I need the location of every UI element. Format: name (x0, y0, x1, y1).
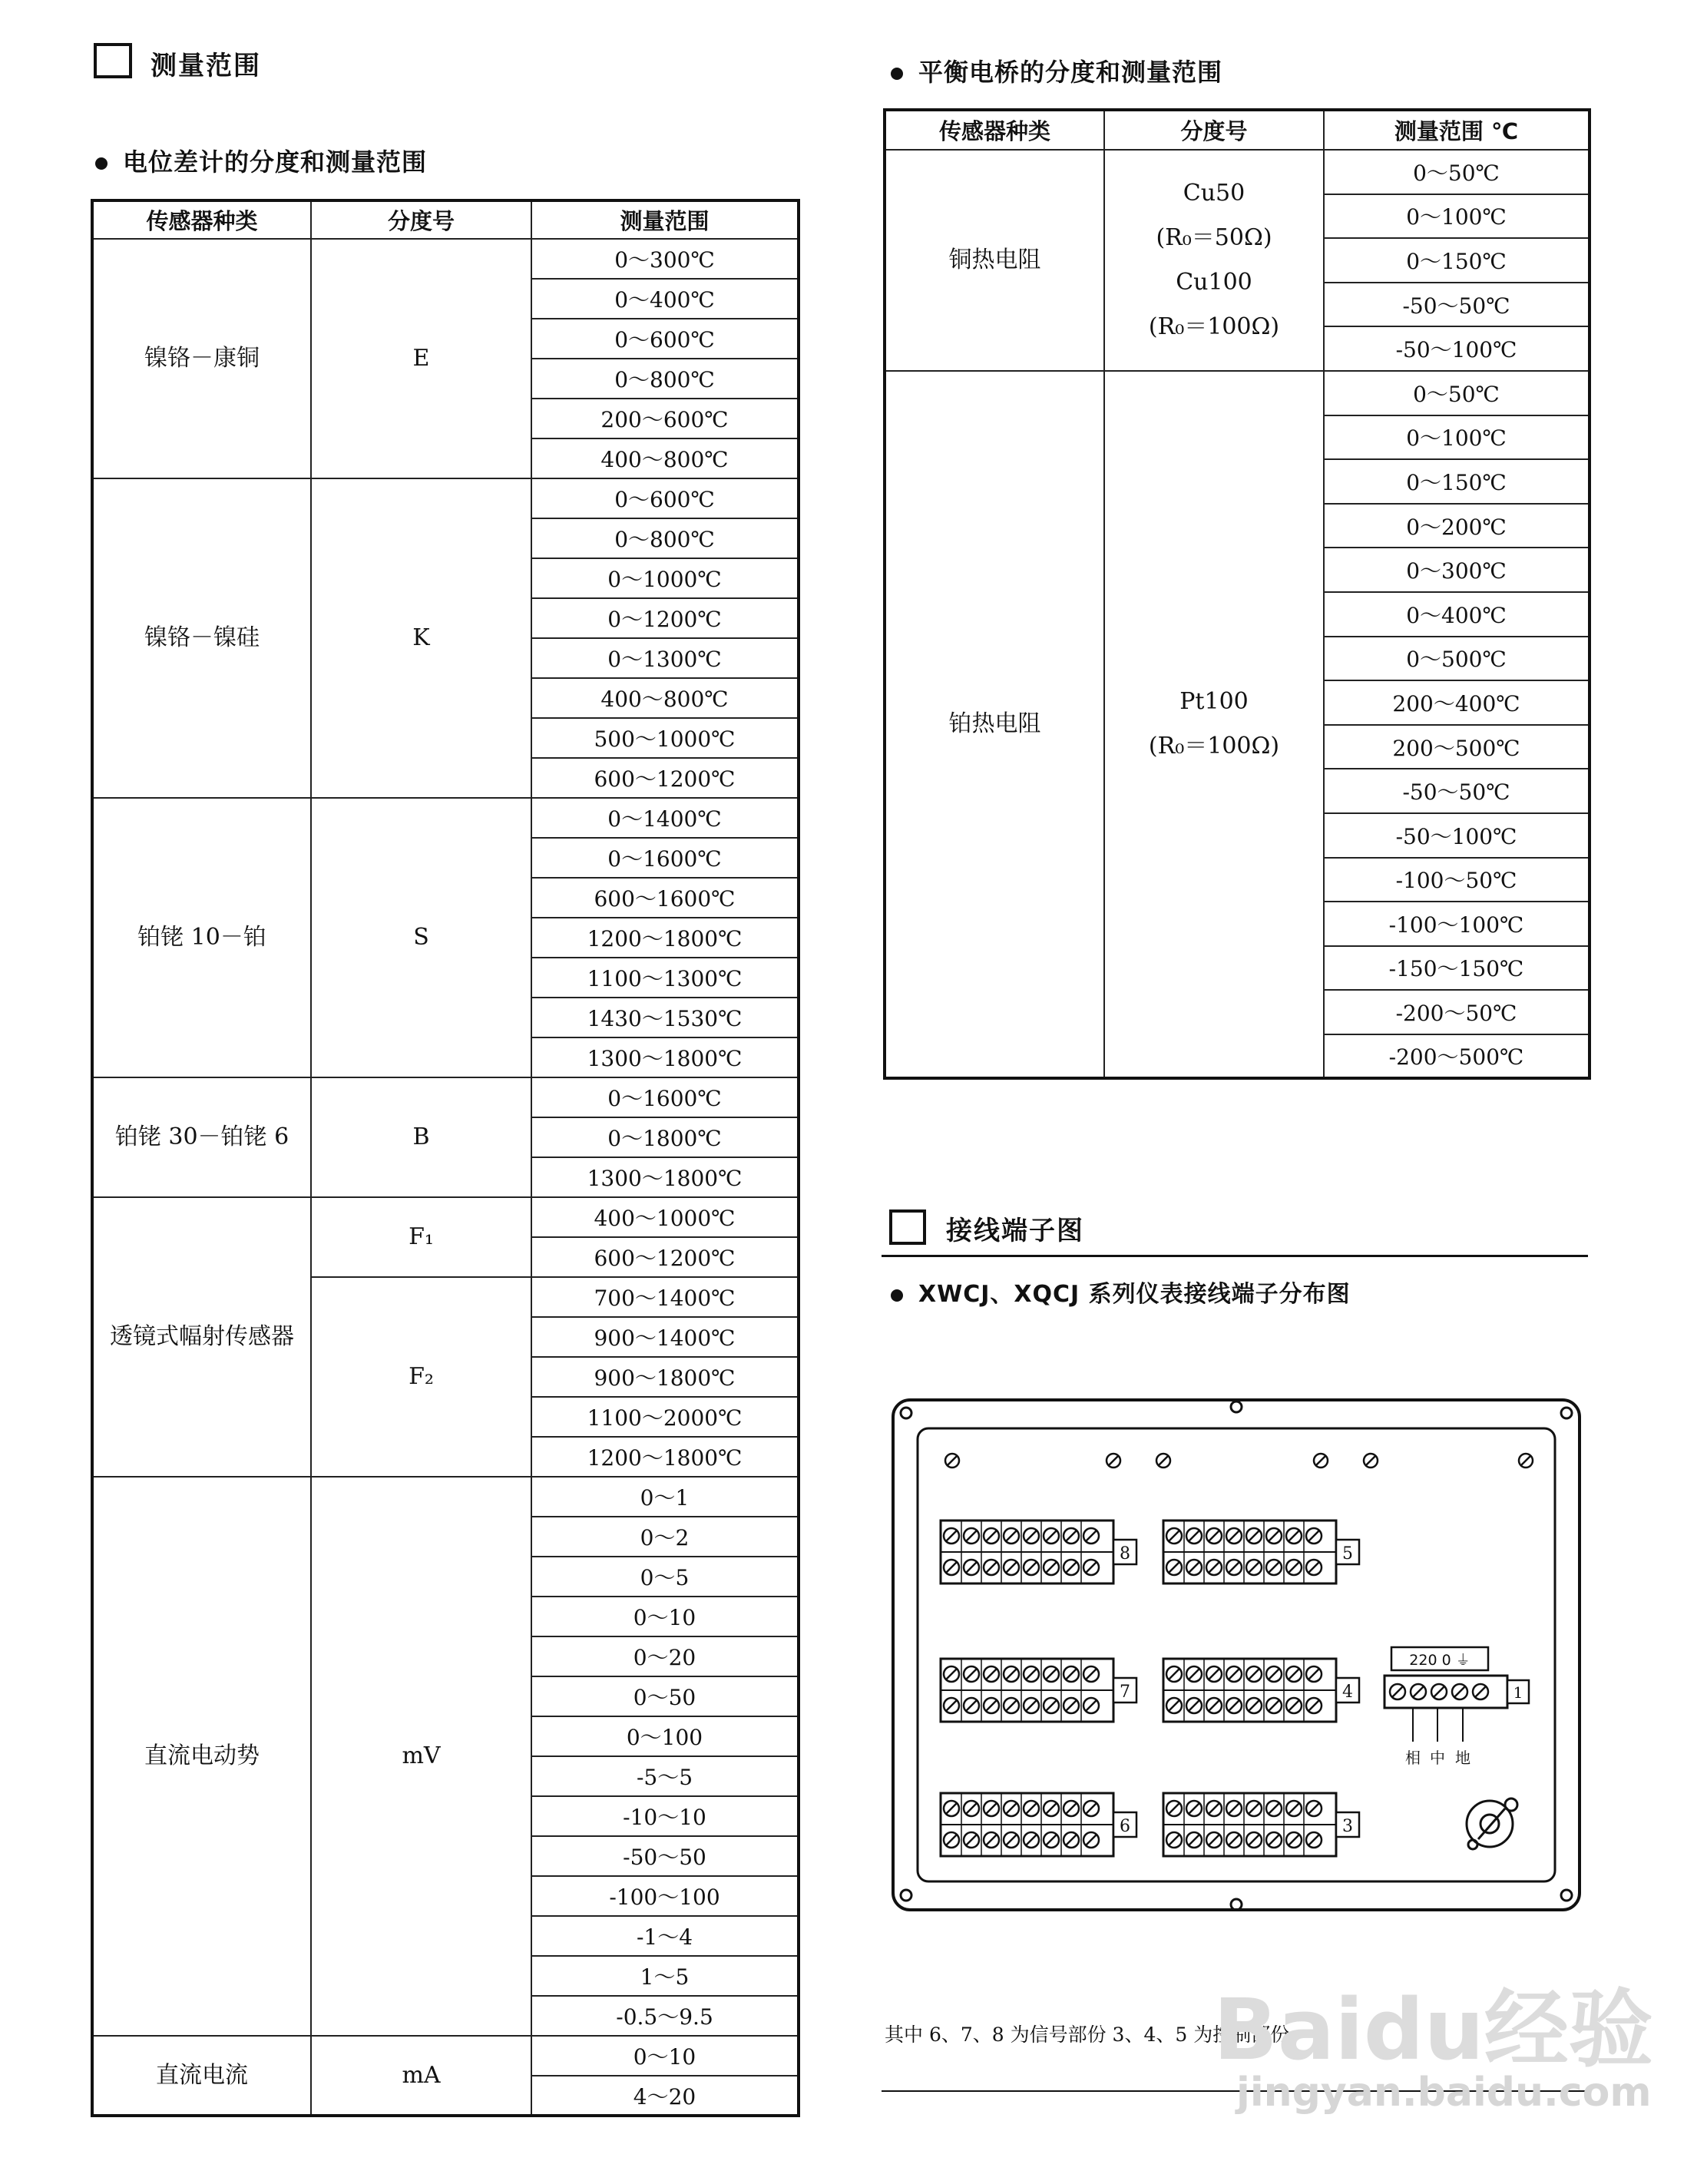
range-cell: 0～100℃ (1324, 194, 1590, 239)
range-cell: 0～2 (531, 1517, 799, 1557)
range-cell: 0～150℃ (1324, 459, 1590, 504)
screw-icon (1004, 1666, 1019, 1682)
screw-icon (1166, 1666, 1182, 1682)
screw-icon (1246, 1832, 1262, 1848)
screw-icon (1226, 1698, 1242, 1713)
screw-icon (1004, 1698, 1019, 1713)
screw-icon (944, 1528, 959, 1544)
screw-icon (1044, 1528, 1059, 1544)
range-cell: -100～100 (531, 1876, 799, 1916)
division-code-cell: S (311, 798, 531, 1077)
screw-icon (1286, 1832, 1302, 1848)
range-cell: 0～50℃ (1324, 371, 1590, 415)
range-cell: 0～10 (531, 1597, 799, 1636)
bullet-icon (891, 68, 903, 80)
range-cell: 0～100℃ (1324, 415, 1590, 460)
range-cell: 0～400℃ (1324, 592, 1590, 637)
bridge-title-text: 平衡电桥的分度和测量范围 (918, 58, 1223, 87)
table-header-row (885, 110, 1590, 150)
terminal-block (1163, 1659, 1359, 1722)
screw-icon (944, 1560, 959, 1575)
screw-icon (1024, 1801, 1039, 1816)
potentiometer-title (95, 143, 427, 178)
terminal-block-number: 7 (1120, 1683, 1130, 1702)
screw-icon (1156, 1454, 1170, 1468)
screw-icon (1186, 1528, 1202, 1544)
screw-icon (1226, 1560, 1242, 1575)
screw-icon (1246, 1801, 1262, 1816)
screw-icon (1107, 1454, 1120, 1468)
sensor-type-cell: 铂铑 10－铂 (92, 798, 311, 1077)
range-cell: 1300～1800℃ (531, 1037, 799, 1077)
screw-icon (1286, 1560, 1302, 1575)
division-code-cell: mV (311, 1477, 531, 2036)
range-cell: 0～500℃ (1324, 637, 1590, 681)
range-cell: 0～400℃ (531, 279, 799, 319)
column-header: 传感器种类 (92, 200, 311, 239)
division-code-line: (R₀＝100Ω) (1148, 733, 1280, 760)
division-code-line: (R₀＝100Ω) (1148, 313, 1280, 340)
screw-icon (1083, 1528, 1099, 1544)
division-code-line: (R₀＝50Ω) (1156, 223, 1272, 251)
range-cell: 0～1600℃ (531, 838, 799, 878)
range-cell: -50～100℃ (1324, 813, 1590, 858)
screw-icon (984, 1801, 999, 1816)
table-row (92, 2036, 799, 2076)
table-row (885, 371, 1590, 415)
column-header: 分度号 (311, 200, 531, 239)
range-cell: -100～50℃ (1324, 858, 1590, 902)
screw-icon (1452, 1684, 1467, 1699)
range-cell: 0～1800℃ (531, 1117, 799, 1157)
screw-icon (1306, 1666, 1322, 1682)
terminal-block (1163, 1793, 1359, 1856)
screw-icon (944, 1666, 959, 1682)
screw-icon (1004, 1832, 1019, 1848)
screw-icon (945, 1454, 959, 1468)
power-wire-label: 中 (1430, 1749, 1445, 1767)
screw-icon (1266, 1832, 1282, 1848)
screw-icon (1206, 1698, 1222, 1713)
screw-icon (1166, 1698, 1182, 1713)
table-row (92, 1077, 799, 1117)
range-cell: 0～800℃ (531, 518, 799, 558)
screw-icon (1044, 1560, 1059, 1575)
screw-icon (944, 1698, 959, 1713)
range-cell: 1～5 (531, 1956, 799, 1996)
terminal-block-number: 5 (1342, 1544, 1353, 1564)
column-header: 测量范围 ℃ (1324, 110, 1590, 150)
division-code-cell: B (311, 1077, 531, 1197)
range-cell: 400～1000℃ (531, 1197, 799, 1237)
screw-icon (1266, 1801, 1282, 1816)
power-terminal-block (1384, 1647, 1529, 1767)
screw-icon (1226, 1832, 1242, 1848)
range-cell: 0～5 (531, 1557, 799, 1597)
screw-icon (1266, 1698, 1282, 1713)
screw-icon (1226, 1528, 1242, 1544)
screw-icon (1286, 1801, 1302, 1816)
screw-icon (1064, 1801, 1079, 1816)
range-cell: 1200～1800℃ (531, 918, 799, 958)
terminal-block-number: 3 (1342, 1817, 1353, 1836)
screw-icon (1306, 1528, 1322, 1544)
division-code-line: Pt100 (1179, 688, 1249, 716)
range-cell: 600～1600℃ (531, 878, 799, 918)
range-cell: -200～50℃ (1324, 990, 1590, 1034)
screw-icon (1306, 1801, 1322, 1816)
table-header-row (92, 200, 799, 239)
screw-icon (1246, 1528, 1262, 1544)
bullet-icon (891, 1289, 903, 1302)
screw-icon (1286, 1698, 1302, 1713)
screw-icon (964, 1832, 979, 1848)
screw-icon (1044, 1698, 1059, 1713)
range-cell: 0～1400℃ (531, 798, 799, 838)
screw-icon (1044, 1666, 1059, 1682)
range-cell: 0～200℃ (1324, 504, 1590, 548)
screw-icon (1186, 1698, 1202, 1713)
range-cell: -50～100℃ (1324, 326, 1590, 371)
terminal-block-number: 4 (1342, 1683, 1353, 1702)
range-cell: -50～50℃ (1324, 283, 1590, 327)
screw-icon (1519, 1454, 1533, 1468)
screw-icon (1166, 1560, 1182, 1575)
screw-icon (1064, 1832, 1079, 1848)
range-cell: 0～600℃ (531, 478, 799, 518)
terminal-block (941, 1521, 1136, 1583)
screw-icon (1314, 1454, 1328, 1468)
range-cell: 1200～1800℃ (531, 1437, 799, 1477)
screw-icon (1206, 1832, 1222, 1848)
terminal-diagram (891, 1398, 1582, 1928)
section-checkbox-terminal (889, 1209, 926, 1245)
screw-icon (1166, 1528, 1182, 1544)
sensor-type-cell: 直流电动势 (92, 1477, 311, 2036)
table-row (92, 1197, 799, 1237)
screw-icon (1206, 1801, 1222, 1816)
screw-icon (1186, 1666, 1202, 1682)
screw-icon (984, 1832, 999, 1848)
table-row (92, 239, 799, 279)
screw-icon (1246, 1698, 1262, 1713)
range-cell: 200～500℃ (1324, 725, 1590, 769)
range-cell: -200～500℃ (1324, 1034, 1590, 1079)
terminal-block (1163, 1521, 1359, 1583)
range-cell: -10～10 (531, 1796, 799, 1836)
range-cell: 0～300℃ (531, 239, 799, 279)
screw-icon (1246, 1560, 1262, 1575)
sensor-type-cell: 铂热电阻 (885, 371, 1104, 1079)
screw-icon (1206, 1560, 1222, 1575)
range-cell: 1100～1300℃ (531, 958, 799, 998)
screw-icon (984, 1698, 999, 1713)
range-cell: 1100～2000℃ (531, 1397, 799, 1437)
range-cell: 200～600℃ (531, 399, 799, 438)
screw-icon (1166, 1801, 1182, 1816)
power-block-number: 1 (1513, 1683, 1523, 1702)
screw-icon (1226, 1801, 1242, 1816)
range-cell: -100～100℃ (1324, 902, 1590, 946)
column-header: 测量范围 (531, 200, 799, 239)
screw-icon (1473, 1684, 1488, 1699)
division-code-cell: F₂ (311, 1277, 531, 1477)
range-cell: 1300～1800℃ (531, 1157, 799, 1197)
potentiometer-table (91, 199, 800, 2117)
screw-icon (1004, 1528, 1019, 1544)
range-cell: 4～20 (531, 2076, 799, 2116)
watermark-url: jingyan.baidu.com (1236, 2070, 1652, 2116)
range-cell: 400～800℃ (531, 678, 799, 718)
bullet-icon (95, 157, 108, 170)
screw-icon (1083, 1560, 1099, 1575)
bridge-title (891, 53, 1222, 88)
screw-icon (984, 1528, 999, 1544)
terminal-subtitle-text: XWCJ、XQCJ 系列仪表接线端子分布图 (918, 1281, 1351, 1308)
screw-icon (964, 1528, 979, 1544)
screw-icon (1266, 1666, 1282, 1682)
table-row (92, 478, 799, 518)
range-cell: 0～1 (531, 1477, 799, 1517)
range-cell: 0～150℃ (1324, 238, 1590, 283)
terminal-block-number: 8 (1120, 1544, 1130, 1564)
division-code-cell (1104, 150, 1324, 371)
screw-icon (984, 1560, 999, 1575)
screw-icon (1024, 1528, 1039, 1544)
division-code-cell: K (311, 478, 531, 798)
range-cell: 0～600℃ (531, 319, 799, 359)
screw-icon (1206, 1528, 1222, 1544)
screw-icon (1024, 1666, 1039, 1682)
screw-icon (1186, 1832, 1202, 1848)
section-title-measure: 测量范围 (151, 51, 261, 81)
terminal-subtitle (891, 1275, 1351, 1309)
screw-icon (1306, 1560, 1322, 1575)
screw-icon (964, 1698, 979, 1713)
range-cell: 0～10 (531, 2036, 799, 2076)
sensor-type-cell: 直流电流 (92, 2036, 311, 2116)
screw-icon (1083, 1698, 1099, 1713)
range-cell: 600～1200℃ (531, 758, 799, 798)
screw-icon (1083, 1832, 1099, 1848)
division-code-cell: mA (311, 2036, 531, 2116)
screw-icon (1306, 1698, 1322, 1713)
range-cell: 700～1400℃ (531, 1277, 799, 1317)
power-wire-label: 地 (1455, 1749, 1470, 1767)
power-wire-label: 相 (1405, 1749, 1421, 1767)
screw-icon (1364, 1454, 1378, 1468)
screw-icon (1411, 1684, 1426, 1699)
range-cell: 1430～1530℃ (531, 998, 799, 1037)
range-cell: -1～4 (531, 1916, 799, 1956)
screw-icon (1004, 1560, 1019, 1575)
division-code-cell (1104, 371, 1324, 1079)
range-cell: 0～1300℃ (531, 638, 799, 678)
range-cell: 900～1800℃ (531, 1357, 799, 1397)
screw-icon (964, 1666, 979, 1682)
range-cell: 900～1400℃ (531, 1317, 799, 1357)
screw-icon (944, 1801, 959, 1816)
screw-icon (1166, 1832, 1182, 1848)
range-cell: 0～50℃ (1324, 150, 1590, 194)
screw-icon (944, 1832, 959, 1848)
range-cell: 0～1600℃ (531, 1077, 799, 1117)
column-header: 分度号 (1104, 110, 1324, 150)
range-cell: 600～1200℃ (531, 1237, 799, 1277)
sensor-type-cell: 镍铬－康铜 (92, 239, 311, 478)
division-code-cell: E (311, 239, 531, 478)
screw-icon (1186, 1560, 1202, 1575)
range-cell: 0～1200℃ (531, 598, 799, 638)
terminal-block (941, 1793, 1136, 1856)
potentiometer-title-text: 电位差计的分度和测量范围 (123, 147, 428, 177)
range-cell: 0～1000℃ (531, 558, 799, 598)
section-title-terminal: 接线端子图 (946, 1216, 1084, 1246)
screw-icon (1024, 1560, 1039, 1575)
screw-icon (1004, 1801, 1019, 1816)
screw-icon (1044, 1832, 1059, 1848)
terminal-block (941, 1659, 1136, 1722)
terminal-footnote: 其中 6、7、8 为信号部份 3、4、5 为控制部份 (885, 2024, 1290, 2046)
range-cell: 500～1000℃ (531, 718, 799, 758)
bridge-table (883, 108, 1591, 1080)
screw-icon (1064, 1698, 1079, 1713)
screw-icon (1083, 1801, 1099, 1816)
watermark-logo: Baidu经验 (1213, 1980, 1653, 2079)
screw-icon (964, 1560, 979, 1575)
screw-icon (1390, 1684, 1405, 1699)
screw-icon (1024, 1832, 1039, 1848)
screw-icon (1286, 1666, 1302, 1682)
range-cell: 0～800℃ (531, 359, 799, 399)
range-cell: -0.5～9.5 (531, 1996, 799, 2036)
screw-icon (1083, 1666, 1099, 1682)
table-row (92, 1477, 799, 1517)
range-cell: 400～800℃ (531, 438, 799, 478)
sensor-type-cell: 透镜式幅射传感器 (92, 1197, 311, 1477)
screw-icon (1306, 1832, 1322, 1848)
screw-icon (1206, 1666, 1222, 1682)
range-cell: -50～50℃ (1324, 769, 1590, 813)
range-cell: 0～300℃ (1324, 548, 1590, 592)
sensor-type-cell: 铜热电阻 (885, 150, 1104, 371)
range-cell: -50～50 (531, 1836, 799, 1876)
screw-icon (984, 1666, 999, 1682)
section-rule (882, 1255, 1588, 1257)
sensor-type-cell: 铂铑 30－铂铑 6 (92, 1077, 311, 1197)
screw-icon (1186, 1801, 1202, 1816)
column-header: 传感器种类 (885, 110, 1104, 150)
power-label: 220 0 ⏚ (1409, 1652, 1470, 1669)
screw-icon (1064, 1666, 1079, 1682)
range-cell: -150～150℃ (1324, 946, 1590, 991)
table-row (885, 150, 1590, 194)
section-checkbox-measure (94, 43, 132, 78)
terminal-block-number: 6 (1120, 1817, 1130, 1836)
range-cell: 0～20 (531, 1636, 799, 1676)
screw-icon (1024, 1698, 1039, 1713)
screw-icon (1044, 1801, 1059, 1816)
screw-icon (1266, 1528, 1282, 1544)
screw-icon (1431, 1684, 1447, 1699)
sensor-type-cell: 镍铬－镍硅 (92, 478, 311, 798)
screw-icon (1246, 1666, 1262, 1682)
range-cell: 0～100 (531, 1716, 799, 1756)
screw-icon (1064, 1528, 1079, 1544)
table-row (92, 798, 799, 838)
range-cell: 200～400℃ (1324, 680, 1590, 725)
screw-icon (964, 1801, 979, 1816)
range-cell: -5～5 (531, 1756, 799, 1796)
division-code-line: Cu50 (1183, 179, 1246, 207)
screw-icon (1266, 1560, 1282, 1575)
division-code-cell: F₁ (311, 1197, 531, 1277)
screw-icon (1064, 1560, 1079, 1575)
screw-icon (1226, 1666, 1242, 1682)
screw-icon (1286, 1528, 1302, 1544)
division-code-line: Cu100 (1176, 268, 1252, 296)
range-cell: 0～50 (531, 1676, 799, 1716)
